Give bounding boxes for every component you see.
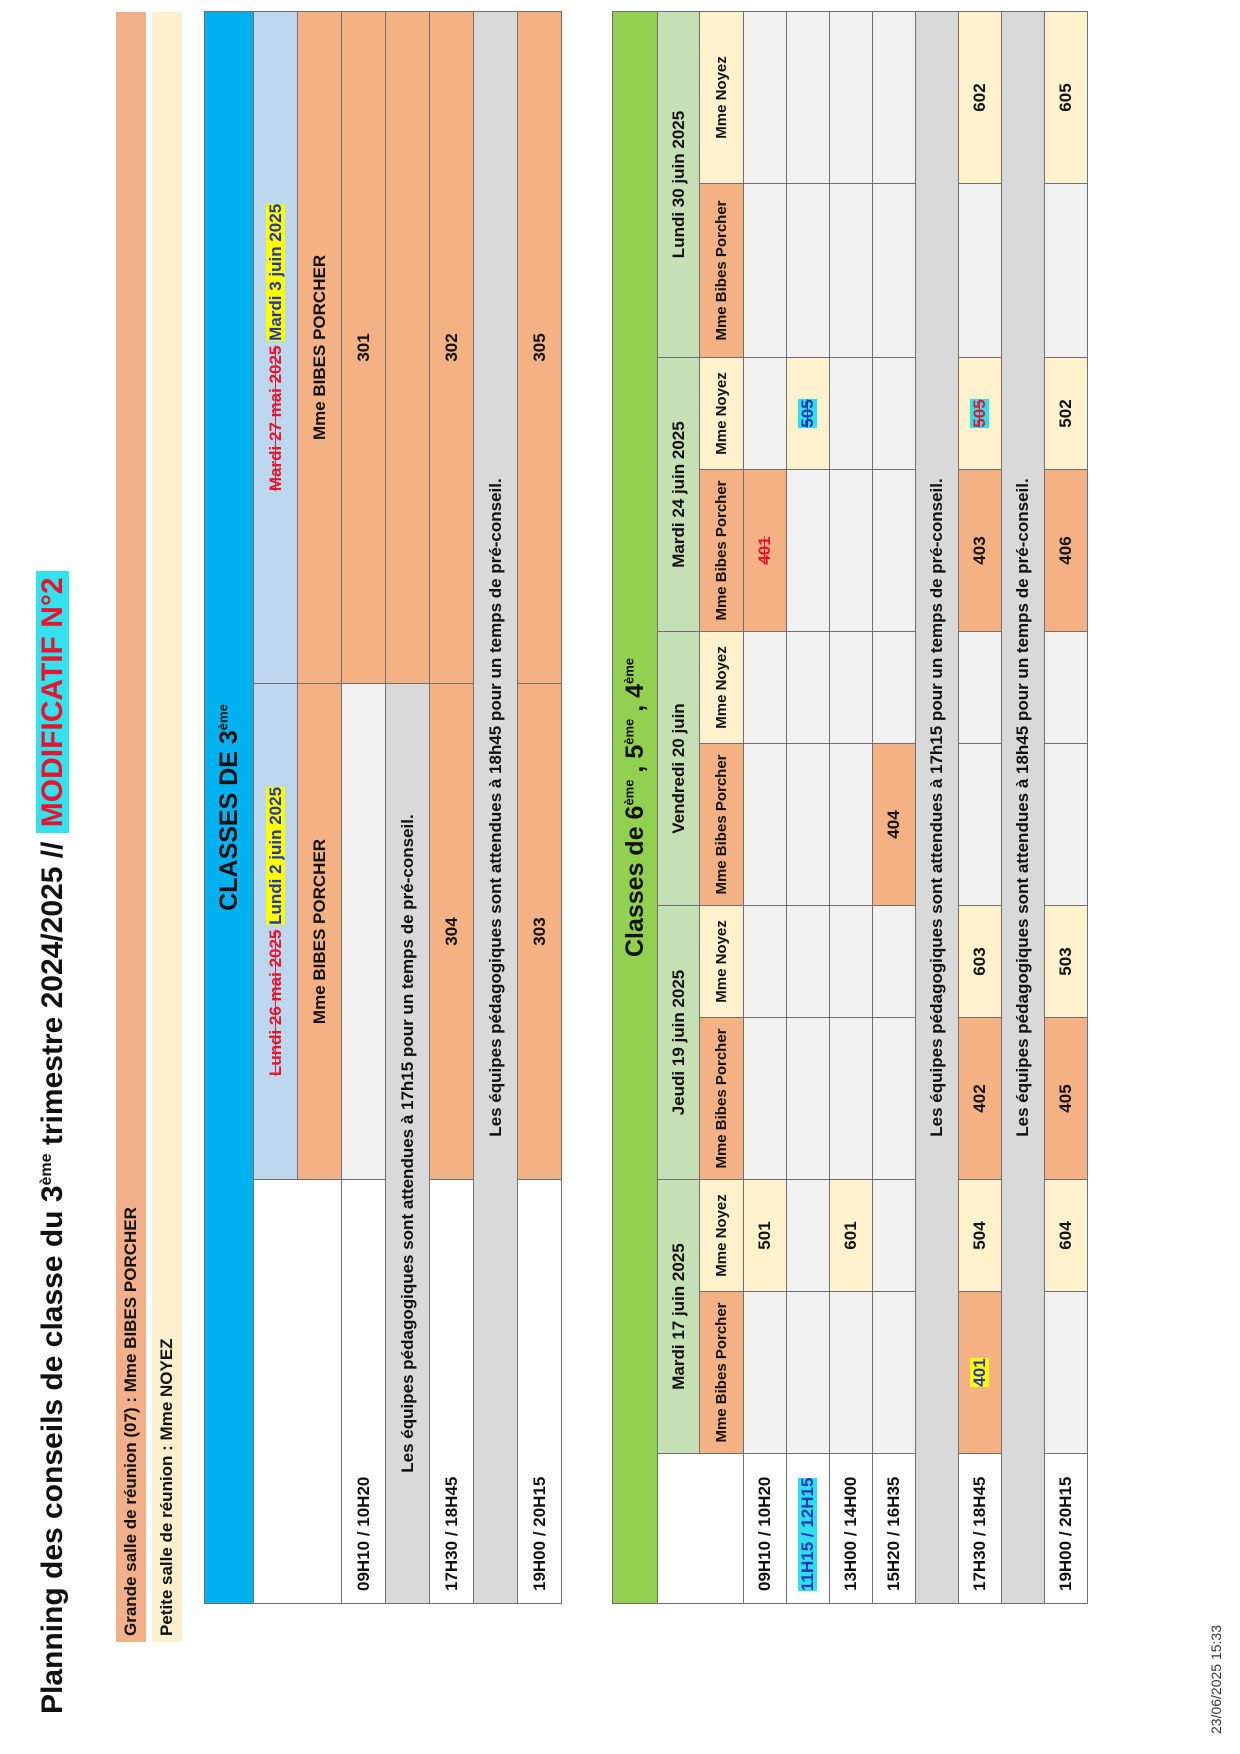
person-header: Mme Bibes Porcher — [700, 1018, 744, 1180]
day-lundi: Lundi 26 mai 2025 Lundi 2 juin 2025 — [254, 684, 298, 1180]
cell-empty — [744, 906, 787, 1018]
cell-empty — [744, 358, 787, 470]
person-header: Mme Noyez — [700, 12, 744, 184]
day-header: Mardi 24 juin 2025 — [658, 358, 700, 632]
cell-class: 505 — [787, 358, 830, 470]
day-header: Jeudi 19 juin 2025 — [658, 906, 700, 1180]
note-preconseil: Les équipes pédagogiques sont attendues à 18h45 pour un temps de pré-conseil. — [474, 11, 518, 1603]
cell-empty — [830, 632, 873, 744]
note-preconseil: Les équipes pédagogiques sont attendues à 17h15 pour un temps de pré-conseil. — [916, 12, 959, 1604]
time-label: 15H20 / 16H35 — [873, 1454, 916, 1604]
cell-empty — [787, 12, 830, 184]
cell-class: 303 — [518, 684, 562, 1180]
cell-pink-spacer — [386, 11, 430, 683]
cell-class: 401 — [959, 1292, 1002, 1454]
cell-empty — [873, 358, 916, 470]
person-col-2: Mme BIBES PORCHER — [298, 11, 342, 683]
cell-class: 603 — [959, 906, 1002, 1018]
cell-class: 503 — [1045, 906, 1088, 1018]
cell-class: 305 — [518, 11, 562, 683]
cell-class: 605 — [1045, 12, 1088, 184]
cell-empty — [1045, 1292, 1088, 1454]
title-sup: ème — [38, 1153, 55, 1186]
modificatif-label: MODIFICATIF N°2 — [36, 571, 69, 833]
page-title — [36, 214, 76, 1714]
title-text: Planning des conseils de classe du 3 — [36, 1185, 69, 1714]
cell-empty — [744, 1292, 787, 1454]
cell-empty — [744, 744, 787, 906]
cell-empty — [830, 1292, 873, 1454]
day-header: Lundi 30 juin 2025 — [658, 12, 700, 358]
person-header: Mme Noyez — [700, 1180, 744, 1292]
cell-class: 604 — [1045, 1180, 1088, 1292]
cell-empty — [787, 1292, 830, 1454]
person-header: Mme Bibes Porcher — [700, 1292, 744, 1454]
cell-empty — [744, 12, 787, 184]
corner-cell — [254, 1180, 342, 1604]
person-col-1: Mme BIBES PORCHER — [298, 684, 342, 1180]
cell-empty — [830, 12, 873, 184]
cell-empty — [873, 184, 916, 358]
time-label: 19H00 / 20H15 — [518, 1180, 562, 1604]
time-label: 17H30 / 18H45 — [430, 1180, 474, 1604]
cell-empty — [744, 184, 787, 358]
cell-empty — [787, 1180, 830, 1292]
person-header: Mme Noyez — [700, 632, 744, 744]
cell-empty — [830, 470, 873, 632]
cell-class: 406 — [1045, 470, 1088, 632]
time-label: 09H10 / 10H20 — [744, 1454, 787, 1604]
time-label: 17H30 / 18H45 — [959, 1454, 1002, 1604]
cell-empty — [873, 632, 916, 744]
time-label: 11H15 / 12H15 — [787, 1454, 830, 1604]
cell-class: 504 — [959, 1180, 1002, 1292]
day-header: Vendredi 20 juin — [658, 632, 700, 906]
table-classes-3 — [204, 11, 562, 1604]
cell-empty — [959, 184, 1002, 358]
cell-empty — [1045, 184, 1088, 358]
person-header: Mme Bibes Porcher — [700, 744, 744, 906]
cell-empty — [787, 632, 830, 744]
person-header: Mme Noyez — [700, 906, 744, 1018]
room-petite: Petite salle de réunion : Mme NOYEZ — [152, 12, 182, 1642]
cell-empty — [830, 906, 873, 1018]
cell-empty — [787, 1018, 830, 1180]
cell-class: 505 — [959, 358, 1002, 470]
person-header: Mme Noyez — [700, 358, 744, 470]
cell-empty — [873, 1292, 916, 1454]
cell-empty — [873, 470, 916, 632]
cell-empty — [342, 684, 386, 1180]
cell-empty — [873, 12, 916, 184]
person-header: Mme Bibes Porcher — [700, 184, 744, 358]
note-preconseil: Les équipes pédagogiques sont attendues à 18h45 pour un temps de pré-conseil. — [1002, 12, 1045, 1604]
cell-empty — [830, 1018, 873, 1180]
cell-empty — [1045, 744, 1088, 906]
cell-class: 502 — [1045, 358, 1088, 470]
print-timestamp: 23/06/2025 15:33 — [1208, 1625, 1224, 1734]
cell-empty — [959, 632, 1002, 744]
cell-empty — [744, 1018, 787, 1180]
cell-class: 404 — [873, 744, 916, 906]
header-classes-3: CLASSES DE 3ème — [205, 11, 254, 1603]
time-label: 13H00 / 14H00 — [830, 1454, 873, 1604]
cell-empty — [873, 1180, 916, 1292]
cell-class: 501 — [744, 1180, 787, 1292]
cell-empty — [830, 358, 873, 470]
cell-empty — [873, 906, 916, 1018]
cell-empty — [787, 744, 830, 906]
person-header: Mme Bibes Porcher — [700, 470, 744, 632]
cell-class: 302 — [430, 11, 474, 683]
cell-class: 602 — [959, 12, 1002, 184]
cell-class: 403 — [959, 470, 1002, 632]
cell-empty — [787, 184, 830, 358]
cell-empty — [787, 906, 830, 1018]
time-label: 09H10 / 10H20 — [342, 1180, 386, 1604]
corner-cell — [658, 1454, 744, 1604]
title-text-after: trimestre 2024/2025 // — [36, 833, 69, 1154]
cell-empty — [744, 632, 787, 744]
cell-empty — [873, 1018, 916, 1180]
day-header: Mardi 17 juin 2025 — [658, 1180, 700, 1454]
cell-empty — [830, 184, 873, 358]
cell-empty — [787, 470, 830, 632]
cell-class: 401 — [744, 470, 787, 632]
table-classes-654 — [612, 11, 1088, 1604]
cell-class: 601 — [830, 1180, 873, 1292]
day-mardi: Mardi 27 mai 2025 Mardi 3 juin 2025 — [254, 11, 298, 683]
cell-empty — [830, 744, 873, 906]
time-label: 19H00 / 20H15 — [1045, 1454, 1088, 1604]
header-classes-654: Classes de 6ème , 5ème , 4ème — [613, 12, 658, 1604]
cell-empty — [1045, 632, 1088, 744]
cell-class: 405 — [1045, 1018, 1088, 1180]
note-preconseil: Les équipes pédagogiques sont attendues à 17h15 pour un temps de pré-conseil. — [386, 684, 430, 1604]
cell-class: 304 — [430, 684, 474, 1180]
room-grande: Grande salle de réunion (07) : Mme BIBES PORCHER — [116, 12, 146, 1642]
cell-empty — [959, 744, 1002, 906]
cell-class: 402 — [959, 1018, 1002, 1180]
cell-class: 301 — [342, 11, 386, 683]
